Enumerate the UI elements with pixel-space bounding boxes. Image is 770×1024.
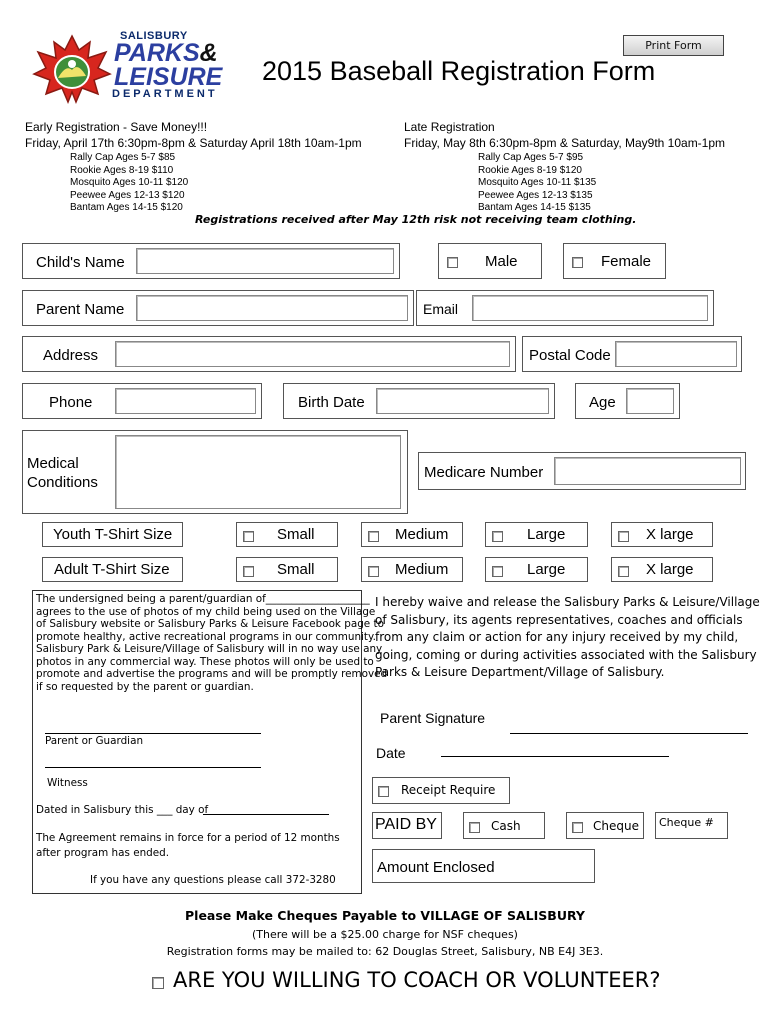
questions-text: If you have any questions please call 372-3280 — [90, 874, 336, 886]
adult-small-checkbox[interactable] — [243, 566, 254, 577]
cash-checkbox[interactable] — [469, 822, 480, 833]
size-label: Medium — [395, 561, 449, 578]
postal-code-input[interactable] — [615, 341, 737, 367]
date-label: Date — [376, 745, 406, 761]
email-input[interactable] — [472, 295, 708, 321]
rate-item: Rally Cap Ages 5-7 $95 — [478, 152, 584, 163]
witness-label: Witness — [47, 777, 88, 789]
early-rates — [70, 152, 188, 215]
child-name-group — [22, 243, 400, 279]
page-title: 2015 Baseball Registration Form — [262, 56, 656, 86]
nsf-text: (There will be a $25.00 charge for NSF cheques) — [252, 928, 518, 941]
cheque-number-label: Cheque # — [659, 816, 714, 829]
agreement-text-1: The Agreement remains in force for a period of 12 months — [36, 832, 340, 844]
adult-shirt-label-box — [42, 557, 183, 582]
volunteer-checkbox[interactable] — [152, 977, 164, 989]
dated-label: Dated in Salisbury this ___ day of — [36, 804, 209, 816]
youth-small-option — [236, 522, 338, 547]
logo-amp: & — [199, 39, 218, 67]
postal-code-label: Postal Code — [529, 347, 611, 364]
adult-xlarge-checkbox[interactable] — [618, 566, 629, 577]
receipt-required-option — [372, 777, 510, 804]
youth-small-checkbox[interactable] — [243, 531, 254, 542]
cheque-number-field[interactable] — [655, 812, 728, 839]
logo-department: DEPARTMENT — [112, 88, 218, 100]
amount-enclosed-field[interactable] — [372, 849, 595, 883]
address-label: Address — [43, 347, 99, 364]
medicare-input[interactable] — [554, 457, 741, 485]
maple-leaf-logo-icon — [32, 34, 112, 104]
medical-conditions-group — [22, 430, 408, 514]
medicare-label: Medicare Number — [424, 464, 544, 481]
agreement-text-2: after program has ended. — [36, 847, 170, 859]
adult-large-option — [485, 557, 588, 582]
rate-item: Rally Cap Ages 5-7 $85 — [70, 152, 176, 163]
email-label: Email — [423, 301, 459, 317]
volunteer-question: ARE YOU WILLING TO COACH OR VOLUNTEER? — [173, 968, 661, 992]
size-label: Medium — [395, 526, 449, 543]
rate-item: Mosquito Ages 10-11 $120 — [70, 177, 189, 188]
adult-xlarge-option — [611, 557, 713, 582]
parent-signature-label: Parent Signature — [380, 710, 486, 726]
cheque-label: Cheque — [593, 819, 639, 833]
youth-medium-option — [361, 522, 463, 547]
paid-by-label-box — [372, 812, 442, 839]
print-form-button[interactable]: Print Form — [623, 35, 724, 56]
cheque-option — [566, 812, 644, 839]
medical-conditions-input[interactable] — [115, 435, 401, 509]
amount-enclosed-label: Amount Enclosed — [377, 859, 495, 876]
early-heading: Early Registration - Save Money!!! — [25, 120, 208, 134]
consent-line: promote and advertise the programs and will be promptly removed — [36, 668, 388, 680]
photo-consent-box — [32, 590, 388, 894]
clothing-warning: Registrations received after May 12th risk not receiving team clothing. — [195, 213, 637, 226]
child-name-input[interactable] — [136, 248, 394, 274]
size-label: Large — [527, 526, 566, 543]
email-group — [416, 290, 714, 326]
youth-xlarge-option — [611, 522, 713, 547]
female-label: Female — [601, 253, 652, 270]
youth-large-checkbox[interactable] — [492, 531, 503, 542]
birth-date-label: Birth Date — [298, 394, 365, 411]
male-label: Male — [485, 253, 518, 270]
consent-line: of Salisbury website or Salisbury Parks & Leisure Facebook page to — [36, 618, 384, 630]
rate-item: Bantam Ages 14-15 $120 — [70, 202, 183, 213]
adult-shirt-label: Adult T-Shirt Size — [54, 561, 170, 578]
parent-guardian-label: Parent or Guardian — [45, 735, 144, 747]
youth-medium-checkbox[interactable] — [368, 531, 379, 542]
address-group — [22, 336, 516, 372]
waiver-line: Parks & Leisure Department/Village of Salisbury. — [375, 665, 665, 679]
size-label: Small — [277, 526, 315, 543]
parent-name-input[interactable] — [136, 295, 408, 321]
late-rates — [478, 152, 596, 215]
consent-line: Salisbury Park & Leisure/Village of Salisbury will in no way use any — [36, 643, 383, 655]
rate-item: Rookie Ages 8-19 $110 — [70, 164, 174, 176]
consent-line: photos in any commercial way. These photos will only be used to — [36, 655, 374, 668]
adult-small-option — [236, 557, 338, 582]
parent-guardian-signature-line[interactable] — [45, 733, 261, 734]
size-label: Large — [527, 561, 566, 578]
youth-xlarge-checkbox[interactable] — [618, 531, 629, 542]
youth-shirt-label: Youth T-Shirt Size — [53, 526, 173, 543]
female-option — [563, 243, 666, 279]
logo-parks: PARKS — [114, 39, 200, 67]
age-label: Age — [589, 394, 616, 411]
address-input[interactable] — [115, 341, 510, 367]
late-dates: Friday, May 8th 6:30pm-8pm & Saturday, May9th 10am-1pm — [404, 136, 726, 150]
adult-medium-checkbox[interactable] — [368, 566, 379, 577]
logo-town: SALISBURY — [120, 30, 188, 42]
receipt-required-label: Receipt Require — [401, 783, 496, 797]
size-label: X large — [646, 561, 694, 578]
parent-signature-line[interactable] — [510, 733, 748, 734]
birth-date-input[interactable] — [376, 388, 549, 414]
age-group — [575, 383, 680, 419]
postal-code-group — [522, 336, 742, 372]
rate-item: Mosquito Ages 10-11 $135 — [478, 177, 597, 188]
rate-item: Bantam Ages 14-15 $135 — [478, 202, 591, 213]
male-checkbox[interactable] — [447, 257, 458, 268]
early-dates: Friday, April 17th 6:30pm-8pm & Saturday April 18th 10am-1pm — [25, 136, 362, 150]
parent-name-group — [22, 290, 414, 326]
late-heading: Late Registration — [404, 120, 495, 134]
phone-group — [22, 383, 262, 419]
adult-medium-option — [361, 557, 463, 582]
medical-label: Medical — [27, 455, 79, 472]
receipt-required-checkbox[interactable] — [378, 786, 389, 797]
female-checkbox[interactable] — [572, 257, 583, 268]
size-label: X large — [646, 526, 694, 543]
logo — [32, 28, 232, 108]
waiver-text — [375, 594, 760, 682]
child-name-label: Child's Name — [36, 254, 125, 271]
youth-shirt-label-box — [42, 522, 183, 547]
cheque-checkbox[interactable] — [572, 822, 583, 833]
waiver-line: from any claim or action for any injury received by my child, — [375, 630, 739, 644]
consent-line: promote healthy, active recreational programs in our community. — [36, 630, 376, 643]
logo-leisure: LEISURE — [114, 63, 223, 91]
mail-text: Registration forms may be mailed to: 62 Douglas Street, Salisbury, NB E4J 3E3. — [166, 945, 604, 958]
youth-large-option — [485, 522, 588, 547]
waiver-line: of Salisbury, its agents representatives, coaches and officials — [375, 612, 743, 627]
cheque-payable-text: Please Make Cheques Payable to VILLAGE OF SALISBURY — [185, 908, 585, 923]
cash-label: Cash — [491, 819, 521, 833]
waiver-line: going, coming or during activities associated with the Salisbury — [375, 647, 757, 662]
birth-date-group — [283, 383, 555, 419]
consent-line: The undersigned being a parent/guardian of____________________ — [36, 593, 370, 605]
rate-item: Peewee Ages 12-13 $135 — [478, 189, 593, 201]
phone-input[interactable] — [115, 388, 256, 414]
consent-line: if so requested by the parent or guardian. — [36, 680, 254, 693]
witness-signature-line[interactable] — [45, 767, 261, 768]
dated-line[interactable] — [203, 814, 329, 815]
phone-label: Phone — [49, 394, 93, 411]
rate-item: Rookie Ages 8-19 $120 — [478, 164, 582, 176]
conditions-label: Conditions — [27, 474, 98, 491]
medicare-group — [418, 452, 746, 490]
rate-item: Peewee Ages 12-13 $120 — [70, 189, 185, 201]
age-input[interactable] — [626, 388, 674, 414]
cash-option — [463, 812, 545, 839]
adult-large-checkbox[interactable] — [492, 566, 503, 577]
waiver-line: I hereby waive and release the Salisbury Parks & Leisure/Village — [375, 595, 760, 609]
size-label: Small — [277, 561, 315, 578]
male-option — [438, 243, 542, 279]
paid-by-label: PAID BY — [375, 816, 437, 833]
parent-name-label: Parent Name — [36, 301, 125, 318]
date-line[interactable] — [441, 756, 669, 757]
consent-text — [36, 593, 388, 693]
consent-line: agrees to the use of photos of my child being used on the Village — [36, 605, 376, 618]
